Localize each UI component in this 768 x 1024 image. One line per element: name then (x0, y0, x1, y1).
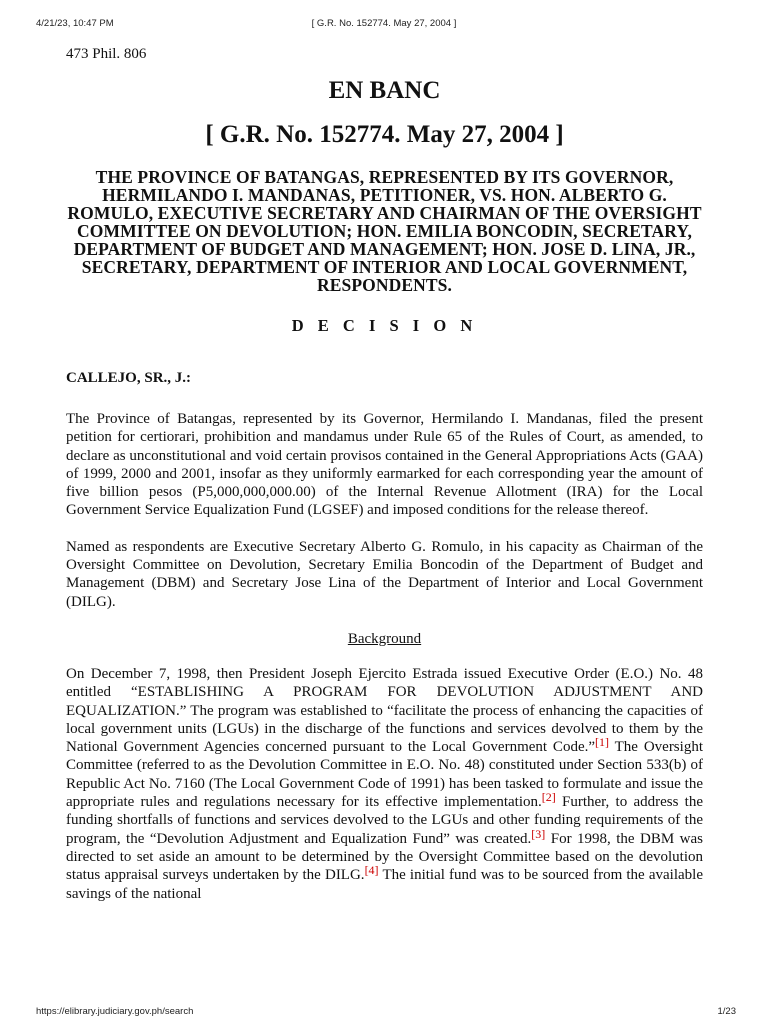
paragraph-petition: The Province of Batangas, represented by its Governor, Hermilando I. Mandanas, filed the present petition for certiorari, prohibition and mandamus under Rule 65 of the Rules of Court, as amended, to declare as unconstitutional and void certain provisos contained in the General Appropriations Acts (GAA) of 1999, 2000 and 2001, insofar as they uniformly earmarked for each corresponding year the amount of five billion pesos (P5,000,000,000.00) of the Internal Revenue Allotment (IRA) for the Local Government Service Equalization Fund (LGSEF) and imposed conditions for the release thereof. (66, 411, 703, 519)
decision-heading: D E C I S I O N (291, 316, 478, 335)
paragraph-text: Further, to address the funding shortfalls of functions and services devolved to the LGUs and other funding requirements of the program, the “Devolution Adjustment and Equalization Fund” was created. (66, 794, 703, 847)
document-body (66, 44, 703, 903)
paragraph-background (66, 665, 703, 903)
case-parties: THE PROVINCE OF BATANGAS, REPRESENTED BY ITS GOVERNOR, HERMILANDO I. MANDANAS, PETITIONER, VS. HON. ALBERTO G. ROMULO, EXECUTIVE SECRETARY AND CHAIRMAN OF THE OVERSIGHT COMMITTEE ON DEVOLUTION; HON. EMILIA BONCODIN, SECRETARY, DEPARTMENT OF BUDGET AND MANAGEMENT; HON. JOSE D. LINA, JR., SECRETARY, DEPARTMENT OF INTERIOR AND LOCAL GOVERNMENT, RESPONDENTS. (67, 167, 702, 295)
division-heading: EN BANC (328, 77, 441, 104)
paragraph-text: The Oversight Committee (referred to as the Devolution Committee in E.O. No. 48) constituted under Section 533(b) of Republic Act No. 7160 (The Local Government Code of 1991) has been tasked to formulate and issue the appropriate rules and regulations necessary for its effective implementation. (66, 739, 703, 811)
print-header (0, 0, 768, 34)
print-url: https://elibrary.judiciary.gov.ph/search (36, 1006, 194, 1017)
paragraph-text: On December 7, 1998, then President Joseph Ejercito Estrada issued Executive Order (E.O.) No. 48 entitled “ESTABLISHING A PROGRAM FOR DEVOLUTION ADJUSTMENT AND EQUALIZATION.” The program was established to “facilitate the process of enhancing the capacities of local government units (LGUs) in the discharge of the functions and services devolved to them by the National Government Agencies concerned pursuant to the Local Government Code.” (66, 665, 703, 756)
footnote-link-2[interactable]: [2] (541, 790, 556, 805)
paragraph-respondents: Named as respondents are Executive Secretary Alberto G. Romulo, in his capacity as Chairman of the Oversight Committee on Devolution, Secretary Emilia Boncodin of the Department of Budget and Management (DBM) and Secretary Jose Lina of the Department of Interior and Local Government (DILG). (66, 538, 703, 610)
print-datetime: 4/21/23, 10:47 PM (36, 18, 114, 29)
footnote-link-1[interactable]: [1] (595, 735, 610, 750)
paragraph-text: The initial fund was to be sourced from the available savings of the national (66, 867, 703, 902)
print-footer (0, 1006, 768, 1024)
footnote-link-4[interactable]: [4] (364, 863, 379, 878)
paragraph-text: For 1998, the DBM was directed to set aside an amount to be determined by the Oversight Committee based on the devolution status appraisal surveys undertaken by the DILG. (66, 830, 704, 884)
footnote-link-3[interactable]: [3] (531, 826, 546, 841)
citation: 473 Phil. 806 (66, 46, 147, 62)
print-page-counter: 1/23 (717, 1006, 736, 1017)
ponente: CALLEJO, SR., J.: (66, 370, 192, 386)
print-page-title: [ G.R. No. 152774. May 27, 2004 ] (311, 18, 457, 29)
section-heading-background: Background (347, 630, 422, 647)
case-number: [ G.R. No. 152774. May 27, 2004 ] (205, 121, 564, 148)
